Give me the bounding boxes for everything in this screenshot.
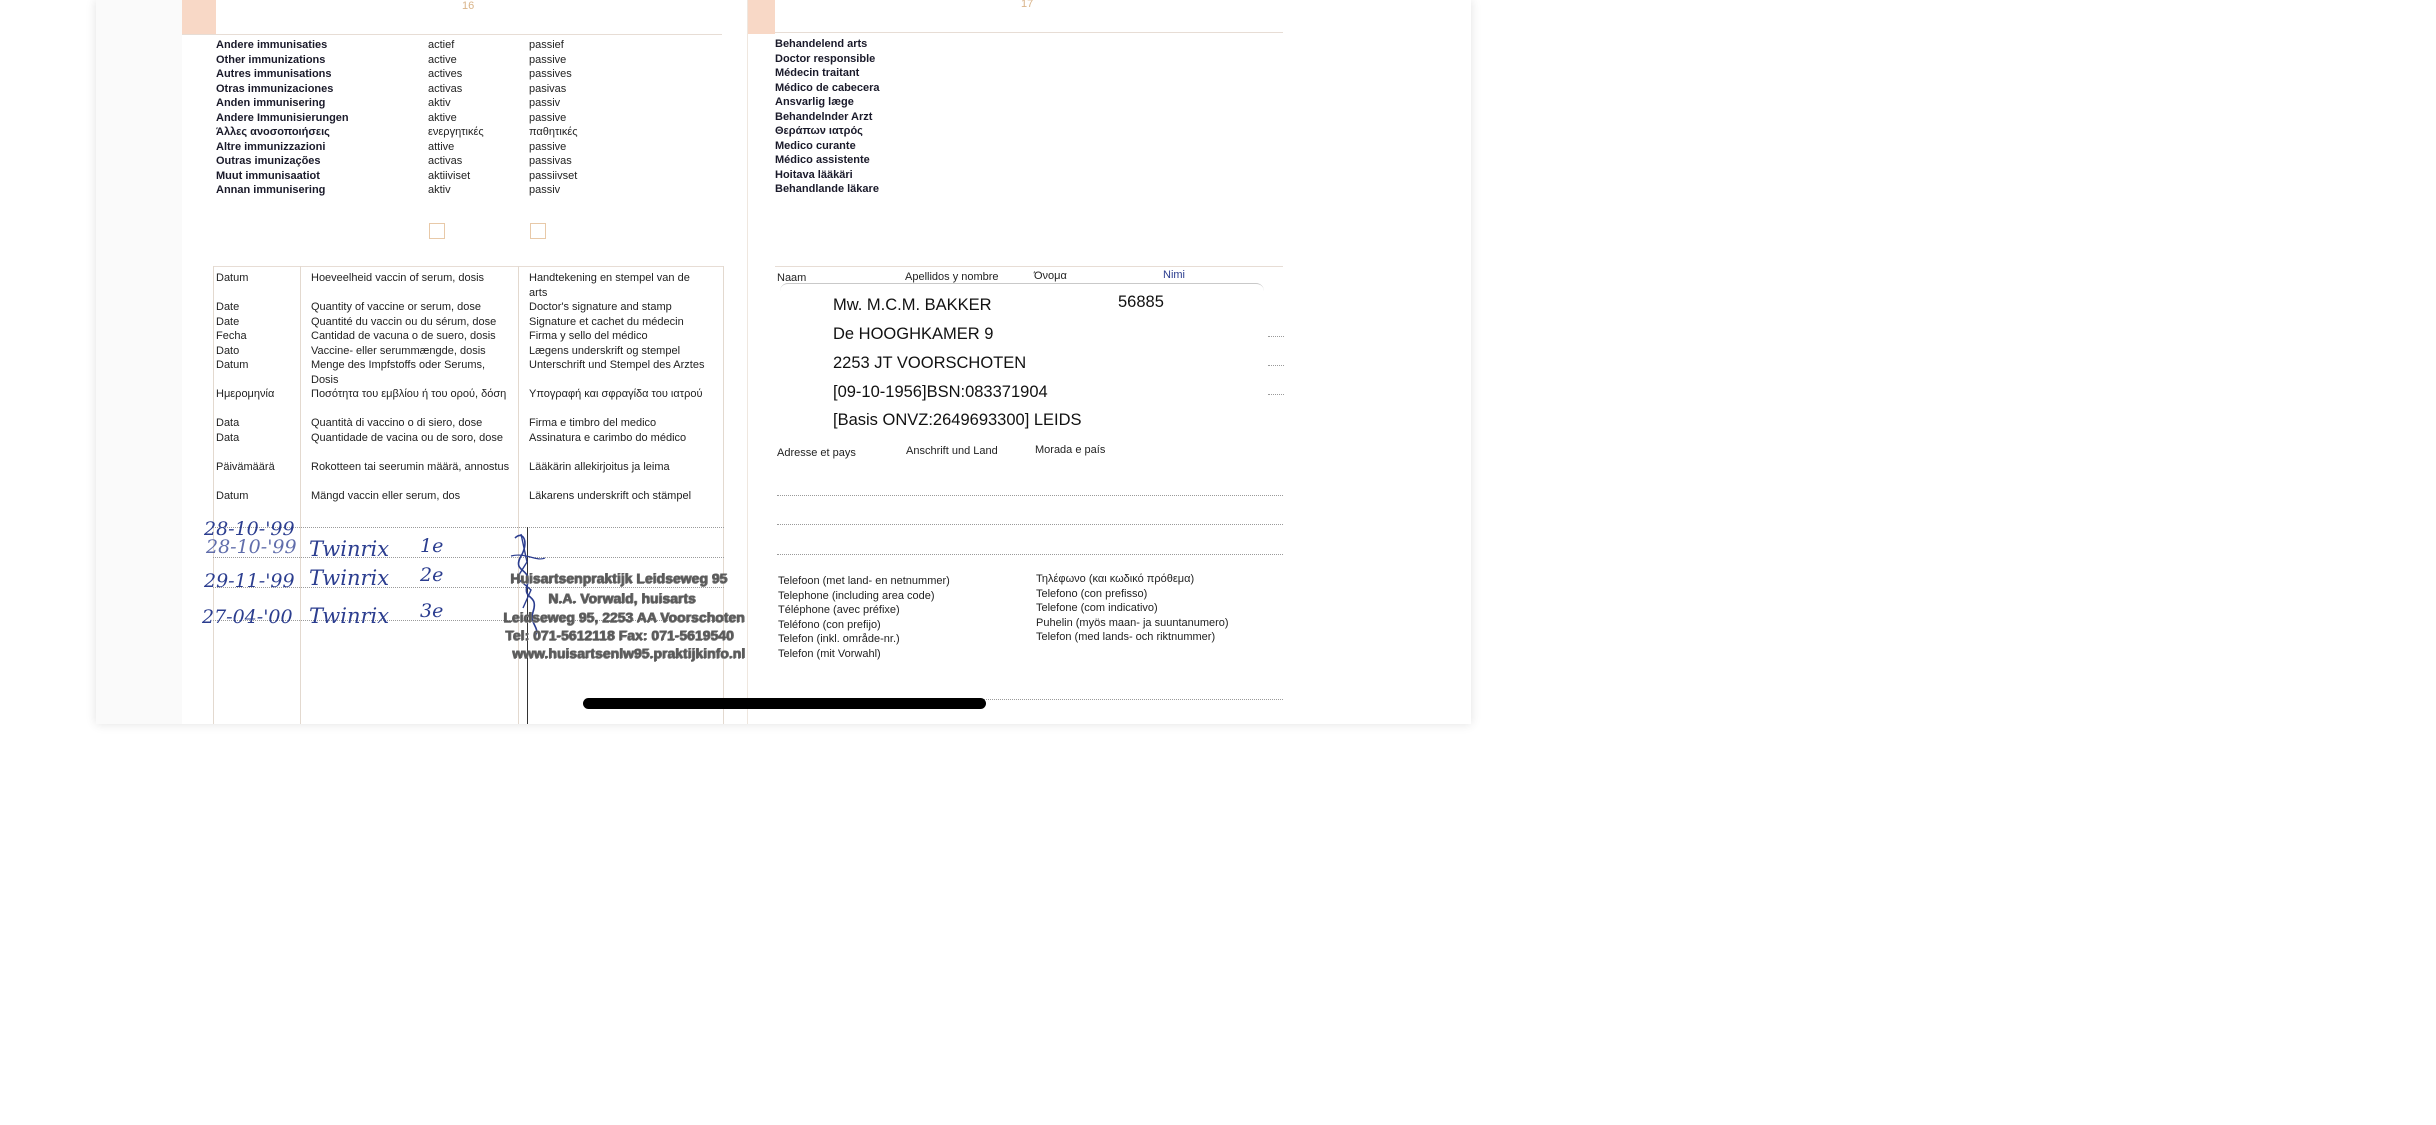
right-page-number: 17 bbox=[1021, 0, 1034, 10]
label-dots bbox=[1268, 365, 1284, 366]
address-line bbox=[777, 524, 1283, 525]
physician-label: Medico curante bbox=[775, 139, 856, 152]
active-label: actives bbox=[428, 68, 463, 80]
table-top-rule bbox=[213, 266, 724, 267]
immunization-label: Autres immunisations bbox=[216, 68, 332, 80]
passive-label: passives bbox=[529, 68, 572, 80]
table-quantity-header: Quantité du vaccin ou du sérum, dose bbox=[311, 316, 497, 328]
telephone-label: Telefon (mit Vorwahl) bbox=[778, 647, 881, 660]
telephone-label: Teléfono (con prefijo) bbox=[778, 618, 881, 631]
telephone-label: Téléphone (avec préfixe) bbox=[778, 604, 900, 616]
table-date-header: Datum bbox=[216, 490, 249, 502]
immunization-label: Outras imunizações bbox=[216, 155, 321, 167]
table-quantity-header: Vaccine- eller serummængde, dosis bbox=[311, 345, 486, 357]
passive-label: passivas bbox=[529, 155, 572, 167]
left-page-number: 16 bbox=[462, 0, 475, 12]
name-section-rule bbox=[775, 266, 1283, 267]
active-label: aktive bbox=[428, 111, 457, 124]
immunization-label: Altre immunizzazioni bbox=[216, 140, 326, 153]
active-label: actief bbox=[428, 39, 455, 51]
name-header-es: Apellidos y nombre bbox=[905, 271, 999, 283]
active-label: activas bbox=[428, 82, 463, 95]
label-number: 56885 bbox=[1118, 293, 1164, 311]
physician-label: Θεράπων ιατρός bbox=[775, 125, 863, 137]
table-quantity-header: Mängd vaccin eller serum, dos bbox=[311, 490, 461, 502]
table-date-header: Date bbox=[216, 301, 240, 313]
table-date-header: Päivämäärä bbox=[216, 461, 275, 473]
immunization-label: Annan immunisering bbox=[216, 184, 326, 196]
passive-label: passief bbox=[529, 39, 564, 51]
right-header-rule bbox=[775, 32, 1283, 33]
immunization-label: Andere immunisaties bbox=[216, 39, 328, 51]
table-quantity-header: Cantidad de vacuna o de suero, dosis bbox=[311, 330, 496, 342]
left-header-rule bbox=[182, 34, 722, 35]
physician-label: Behandlande läkare bbox=[775, 183, 879, 195]
telephone-label: Telefoon (met land- en netnummer) bbox=[778, 575, 950, 587]
table-signature-header: Assinatura e carimbo do médico bbox=[529, 432, 687, 444]
telephone-labels-left bbox=[778, 574, 950, 661]
immunization-label: Otras immunizaciones bbox=[216, 82, 334, 95]
table-quantity-header: Quantità di vaccino o di siero, dose bbox=[311, 417, 483, 429]
physician-label: Médecin traitant bbox=[775, 67, 860, 79]
passive-label: passive bbox=[529, 53, 567, 66]
passive-label: passiv bbox=[529, 97, 561, 109]
label-city: 2253 JT VOORSCHOTEN bbox=[833, 354, 1027, 372]
telephone-label: Telefone (com indicativo) bbox=[1036, 602, 1158, 614]
telephone-labels-right bbox=[1036, 572, 1229, 645]
left-margin bbox=[96, 0, 182, 724]
handwritten-dose: 1e bbox=[420, 535, 444, 557]
passive-label: pasivas bbox=[529, 82, 567, 95]
passive-label: passiivset bbox=[529, 169, 578, 182]
immunization-label: Other immunizations bbox=[216, 53, 326, 66]
stamp-line: Leidseweg 95, 2253 AA Voorschoten bbox=[503, 609, 745, 625]
address-header-pt: Morada e país bbox=[1035, 444, 1106, 456]
handwritten-date: 29-11-'99 bbox=[204, 570, 295, 592]
label-dots bbox=[1268, 336, 1284, 337]
label-street: De HOOGHKAMER 9 bbox=[833, 325, 994, 343]
active-column bbox=[428, 38, 484, 198]
active-label: attive bbox=[428, 140, 455, 153]
active-checkbox[interactable] bbox=[429, 223, 445, 239]
table-date-header: Datum bbox=[216, 359, 249, 371]
stamp-line: N.A. Vorwald, huisarts bbox=[548, 590, 696, 606]
table-quantity-header: Menge des Impfstoffs oder Serums, Dosis bbox=[311, 359, 486, 386]
telephone-label: Telefon (med lands- och riktnummer) bbox=[1036, 631, 1216, 643]
address-line bbox=[777, 495, 1283, 496]
passive-label: passive bbox=[529, 140, 567, 153]
stamp-line: Tel: 071-5612118 Fax: 071-5619540 bbox=[505, 627, 734, 643]
handwritten-vaccine: Twinrix bbox=[309, 604, 390, 628]
passive-label: passiv bbox=[529, 184, 561, 196]
handwritten-date: 27-04-'00 bbox=[202, 606, 293, 628]
passive-column bbox=[529, 38, 578, 198]
label-insurance: [Basis ONVZ:2649693300] LEIDS bbox=[833, 411, 1082, 429]
table-quantity-header: Quantity of vaccine or serum, dose bbox=[311, 301, 481, 313]
physician-label: Médico de cabecera bbox=[775, 81, 880, 94]
table-quantity-header: Quantidade de vacina ou de soro, dose bbox=[311, 432, 504, 444]
handwritten-vaccine: Twinrix bbox=[309, 537, 390, 561]
physician-label: Hoitava lääkäri bbox=[775, 168, 853, 181]
table-date-header: Date bbox=[216, 316, 240, 328]
table-date-header: Fecha bbox=[216, 330, 247, 342]
handwritten-dose: 2e bbox=[420, 564, 444, 586]
table-signature-header: Υπογραφή και σφραγίδα του ιατρού bbox=[529, 388, 703, 400]
physician-label: Behandelnder Arzt bbox=[775, 110, 873, 123]
active-label: active bbox=[428, 53, 457, 66]
table-signature-header: Doctor's signature and stamp bbox=[529, 301, 672, 313]
table-signature-header: Lääkärin allekirjoitus ja leima bbox=[529, 461, 670, 473]
table-quantity-header: Ποσότητα του εμβλίου ή του ορού, δόση bbox=[311, 388, 507, 400]
active-label: aktiv bbox=[428, 184, 451, 196]
passive-label: passive bbox=[529, 111, 567, 124]
active-label: activas bbox=[428, 155, 463, 167]
handwritten-date: 28-10-'99 bbox=[204, 518, 295, 540]
label-bsn: [09-10-1956]BSN:083371904 bbox=[833, 383, 1048, 401]
table-signature-header: Läkarens underskrift och stämpel bbox=[529, 490, 692, 502]
immunization-label: Muut immunisaatiot bbox=[216, 169, 320, 182]
table-signature-header: Firma e timbro del medico bbox=[529, 417, 657, 429]
physician-label: Médico assistente bbox=[775, 154, 870, 166]
name-header-el: Όνομα bbox=[1034, 270, 1067, 282]
name-header-fi: Nimi bbox=[1163, 269, 1185, 281]
page-gutter bbox=[747, 0, 748, 724]
physician-labels bbox=[775, 37, 880, 197]
table-quantity-header: Hoeveelheid vaccin of serum, dosis bbox=[311, 272, 485, 284]
table-signature-header: Handtekening en stempel van de arts bbox=[529, 272, 690, 299]
stamp-line: Huisartsenpraktijk Leidseweg 95 bbox=[510, 570, 728, 586]
physician-label: Doctor responsible bbox=[775, 52, 876, 65]
address-header-de: Anschrift und Land bbox=[906, 445, 998, 457]
name-header-nl: Naam bbox=[777, 272, 807, 284]
telephone-label: Τηλέφωνο (και κωδικό πρόθεμα) bbox=[1036, 573, 1195, 585]
table-date-header: Ημερομηνία bbox=[216, 388, 275, 400]
active-label: ενεργητικές bbox=[428, 126, 484, 138]
telephone-label: Telephone (including area code) bbox=[778, 589, 935, 602]
physician-label: Behandelend arts bbox=[775, 38, 868, 50]
handwritten-vaccine: Twinrix bbox=[309, 566, 390, 590]
table-date-header: Data bbox=[216, 432, 240, 444]
passive-label: παθητικές bbox=[529, 126, 578, 138]
table-signature-header: Signature et cachet du médecin bbox=[529, 316, 684, 328]
label-dots bbox=[1268, 394, 1284, 395]
active-label: aktiv bbox=[428, 97, 451, 109]
table-date-header: Data bbox=[216, 417, 240, 429]
table-signature-header: Firma y sello del médico bbox=[529, 330, 648, 342]
table-signature-header: Lægens underskrift og stempel bbox=[529, 345, 681, 357]
table-left-border bbox=[213, 266, 214, 724]
address-header-fr: Adresse et pays bbox=[777, 447, 856, 459]
immunization-label: Άλλες ανοσοποιήσεις bbox=[216, 126, 330, 138]
passive-checkbox[interactable] bbox=[530, 223, 546, 239]
telephone-label: Telefono (con prefisso) bbox=[1036, 587, 1148, 600]
telephone-label: Telefon (inkl. område-nr.) bbox=[778, 633, 900, 645]
immunization-label: Anden immunisering bbox=[216, 97, 326, 109]
telephone-label: Puhelin (myös maan- ja suuntanumero) bbox=[1036, 616, 1229, 629]
handwritten-dose: 3e bbox=[420, 600, 444, 622]
table-date-header: Datum bbox=[216, 272, 249, 284]
stamp-line: www.huisartsenlw95.praktijkinfo.nl bbox=[512, 645, 745, 661]
other-immunizations-labels bbox=[216, 38, 349, 198]
label-name: Mw. M.C.M. BAKKER bbox=[833, 296, 992, 314]
table-signature-header: Unterschrift und Stempel des Arztes bbox=[529, 359, 705, 371]
right-page-tab bbox=[747, 0, 775, 34]
active-label: aktiiviset bbox=[428, 169, 471, 182]
immunization-label: Andere Immunisierungen bbox=[216, 111, 349, 124]
table-col-divider bbox=[300, 266, 301, 724]
left-page-tab bbox=[182, 0, 216, 34]
table-date-header: Dato bbox=[216, 345, 240, 357]
physician-label: Ansvarlig læge bbox=[775, 96, 854, 108]
address-line bbox=[777, 554, 1283, 555]
home-indicator[interactable] bbox=[583, 698, 986, 709]
table-quantity-header: Rokotteen tai seerumin määrä, annostus bbox=[311, 461, 510, 473]
handwritten-date: 28-10-'99 bbox=[206, 536, 297, 558]
